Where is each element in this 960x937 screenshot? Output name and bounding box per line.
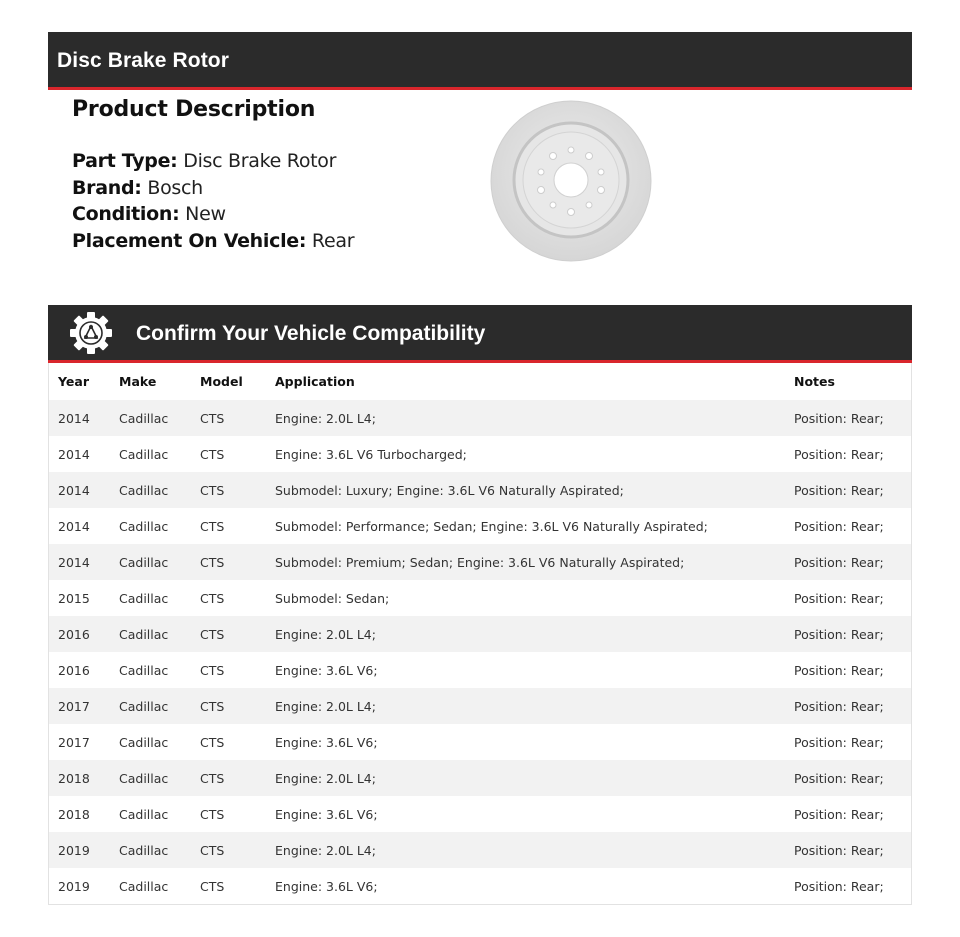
cell-notes: Position: Rear; [794, 554, 884, 570]
cell-make: Cadillac [119, 482, 169, 498]
cell-model: CTS [200, 482, 225, 498]
field-value: Disc Brake Rotor [183, 150, 337, 172]
cell-model: CTS [200, 770, 225, 786]
cell-application: Engine: 2.0L L4; [275, 626, 376, 642]
cell-model: CTS [200, 662, 225, 678]
table-row [49, 616, 911, 652]
table-row [49, 724, 911, 760]
description-heading: Product Description [72, 97, 316, 122]
cell-notes: Position: Rear; [794, 482, 884, 498]
column-model: Model [200, 374, 243, 389]
cell-make: Cadillac [119, 842, 169, 858]
cell-model: CTS [200, 842, 225, 858]
table-row [49, 832, 911, 868]
cell-application: Submodel: Performance; Sedan; Engine: 3.6L V6 Naturally Aspirated; [275, 518, 708, 534]
cell-application: Engine: 3.6L V6; [275, 878, 378, 894]
cell-application: Submodel: Premium; Sedan; Engine: 3.6L V6 Naturally Aspirated; [275, 554, 685, 570]
table-row [49, 400, 911, 436]
cell-notes: Position: Rear; [794, 878, 884, 894]
table-header-row [49, 363, 911, 400]
cell-year: 2017 [58, 734, 90, 750]
cell-year: 2017 [58, 698, 90, 714]
table-row [49, 796, 911, 832]
field-value: Bosch [147, 176, 203, 199]
table-row [49, 544, 911, 580]
column-application: Application [275, 374, 355, 389]
cell-model: CTS [200, 554, 225, 570]
cell-notes: Position: Rear; [794, 518, 884, 534]
cell-application: Submodel: Sedan; [275, 590, 390, 606]
cell-notes: Position: Rear; [794, 770, 884, 786]
product-title-bar [48, 32, 912, 90]
cell-year: 2016 [58, 626, 90, 642]
table-row [49, 472, 911, 508]
cell-year: 2014 [58, 410, 90, 426]
cell-make: Cadillac [119, 806, 169, 822]
field-label: Placement On Vehicle: [72, 229, 307, 252]
cell-year: 2019 [58, 878, 90, 894]
field-label: Part Type: [72, 150, 178, 172]
table-row [49, 508, 911, 544]
cell-notes: Position: Rear; [794, 446, 884, 462]
table-row [49, 868, 911, 904]
column-year: Year [58, 374, 89, 389]
field-placement [72, 228, 472, 255]
cell-application: Engine: 2.0L L4; [275, 842, 376, 858]
cell-year: 2014 [58, 482, 90, 498]
field-value: New [185, 203, 226, 225]
cell-application: Engine: 2.0L L4; [275, 770, 376, 786]
cell-notes: Position: Rear; [794, 698, 884, 714]
cell-model: CTS [200, 446, 225, 462]
cell-notes: Position: Rear; [794, 842, 884, 858]
cell-make: Cadillac [119, 698, 169, 714]
cell-application: Engine: 3.6L V6 Turbocharged; [275, 446, 467, 462]
cell-model: CTS [200, 518, 225, 534]
cell-notes: Position: Rear; [794, 734, 884, 750]
table-row [49, 652, 911, 688]
cell-notes: Position: Rear; [794, 806, 884, 822]
table-row [49, 760, 911, 796]
cell-year: 2018 [58, 770, 90, 786]
product-description [72, 97, 472, 254]
cell-model: CTS [200, 410, 225, 426]
cell-notes: Position: Rear; [794, 626, 884, 642]
cell-make: Cadillac [119, 590, 169, 606]
cell-notes: Position: Rear; [794, 590, 884, 606]
product-title: Disc Brake Rotor [57, 49, 229, 72]
cell-year: 2014 [58, 518, 90, 534]
cell-application: Submodel: Luxury; Engine: 3.6L V6 Naturally Aspirated; [275, 482, 624, 498]
column-make: Make [119, 374, 157, 389]
cell-application: Engine: 3.6L V6; [275, 662, 378, 678]
field-part-type [72, 148, 472, 175]
brake-rotor-image [490, 100, 652, 262]
cell-year: 2014 [58, 554, 90, 570]
cell-year: 2018 [58, 806, 90, 822]
cell-make: Cadillac [119, 626, 169, 642]
field-condition [72, 201, 472, 228]
cell-model: CTS [200, 698, 225, 714]
cell-make: Cadillac [119, 770, 169, 786]
compatibility-header [48, 305, 912, 363]
cell-application: Engine: 3.6L V6; [275, 806, 378, 822]
compatibility-table [48, 363, 912, 905]
cell-year: 2015 [58, 590, 90, 606]
compatibility-title: Confirm Your Vehicle Compatibility [136, 321, 486, 345]
cell-year: 2016 [58, 662, 90, 678]
cell-year: 2014 [58, 446, 90, 462]
cell-year: 2019 [58, 842, 90, 858]
cell-model: CTS [200, 878, 225, 894]
cell-model: CTS [200, 590, 225, 606]
cell-model: CTS [200, 734, 225, 750]
cell-notes: Position: Rear; [794, 410, 884, 426]
cell-model: CTS [200, 806, 225, 822]
field-label: Condition: [72, 203, 180, 225]
field-brand [72, 175, 472, 202]
cell-application: Engine: 3.6L V6; [275, 734, 378, 750]
cell-model: CTS [200, 626, 225, 642]
cell-make: Cadillac [119, 518, 169, 534]
table-row [49, 688, 911, 724]
field-label: Brand: [72, 176, 142, 199]
cell-make: Cadillac [119, 554, 169, 570]
cell-make: Cadillac [119, 734, 169, 750]
cell-make: Cadillac [119, 446, 169, 462]
cell-make: Cadillac [119, 662, 169, 678]
column-notes: Notes [794, 374, 835, 389]
cell-make: Cadillac [119, 410, 169, 426]
cell-application: Engine: 2.0L L4; [275, 410, 376, 426]
field-value: Rear [311, 229, 355, 252]
cell-make: Cadillac [119, 878, 169, 894]
cell-application: Engine: 2.0L L4; [275, 698, 376, 714]
cell-notes: Position: Rear; [794, 662, 884, 678]
table-row [49, 580, 911, 616]
gear-icon [69, 311, 113, 355]
table-row [49, 436, 911, 472]
